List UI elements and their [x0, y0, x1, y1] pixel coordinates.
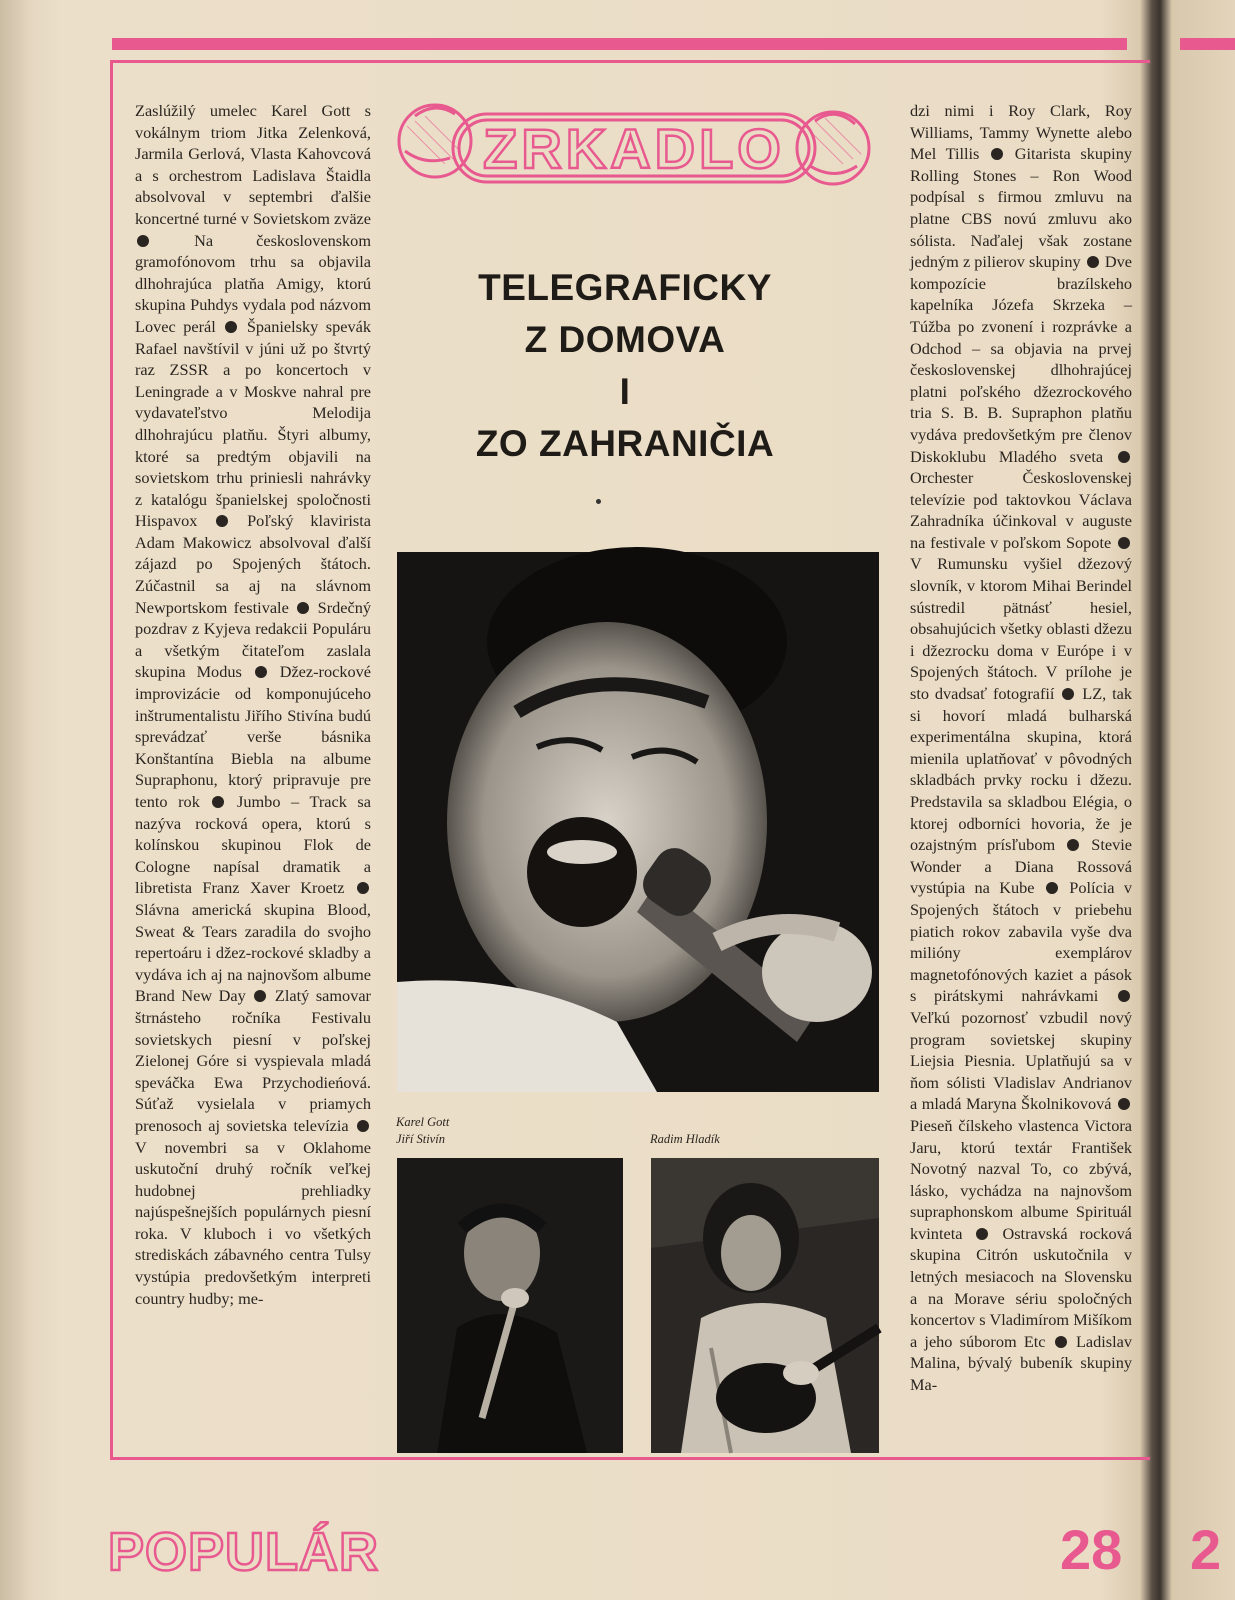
top-accent-bar-next-page — [1180, 38, 1235, 50]
logo-text: ZRKADLO — [483, 117, 785, 180]
bullet-icon — [1118, 537, 1130, 549]
headline-line-3: I — [619, 371, 631, 412]
news-item: Na československom gramofónovom trhu sa objavila dlhohrajúca platňa Amigy, ktorú skupina Puhdys vydala pod názvom Lovec perál — [135, 230, 371, 336]
news-item: V novembri sa v Oklahome uskutoční druhý ročník veľkej hudobnej prehliadky najúspešnejších populárnych piesní roka. V kluboch i vo všetkých strediskách zábavného centra Tulsy vystúpia predovšetkým interpreti country hudby; me- — [135, 1137, 371, 1308]
bullet-icon — [216, 515, 228, 527]
caption-left — [396, 1114, 449, 1148]
news-item: Poľský klavirista Adam Makowicz absolvoval ďalší zájazd po Spojených štátoch. Zúčastnil sa aj na slávnom Newportskom festivale — [135, 511, 371, 617]
zrkadlo-logo — [395, 96, 873, 196]
right-column — [910, 100, 1132, 1396]
news-item: Veľkú pozornosť vzbudil nový program sovietskej skupiny Liejsia Piesnia. Uplatňujú sa v ňom sólisti Vladislav Andrianov a mladá Maryna Školnikovová — [910, 1007, 1132, 1114]
ornament-dot — [596, 499, 601, 504]
news-item: Slávna americká skupina Blood, Sweat & Tears zaradila do svojho repertoáru i džez-rockové skladby a vydáva ich aj na najnovšom albume Brand New Day — [135, 899, 371, 1006]
next-page-number: 2 — [1190, 1518, 1222, 1581]
news-item: Zaslúžilý umelec Karel Gott s vokálnym triom Jitka Zelenková, Jarmila Gerlová, Vlasta Kahovcová a s orchestrom Ladislava Štaidla absolvoval v septembri ďalšie koncertné turné v Sovietskom zväze — [135, 101, 371, 228]
news-item: Ostravská rocková skupina Citrón uskutočnila v letných mesiacoch na Slovensku a na Morave sériu spoločných koncertov s Vladimírom Mišíkom a jeho súborom Etc — [910, 1223, 1132, 1351]
news-item: Srdečný pozdrav z Kyjeva redakcii Populáru a všetkým čitateľom zaslala skupina Modus — [135, 597, 372, 682]
news-item: Džez-rockové improvizácie od komponujúceho inštrumentalistu Jiřího Stivína budú sprevádzať verše básnika Konštantína Biebla na albume Supraphonu, ktorý pripravuje pre tento rok — [135, 662, 371, 811]
bullet-icon — [225, 321, 237, 333]
bullet-icon — [1062, 688, 1074, 700]
bullet-icon — [297, 602, 309, 614]
news-item: Španielsky spevák Rafael navštívil v júni už po štvrtý raz ZSSR a po koncertoch v Leningrade a v Moskve nahral pre vydavateľstvo Melodija dlhohrajúcu platňu. Štyri albumy, ktoré sa predtým objavili na sovietskom trhu priniesli nahrávky z katalógu španielskej spoločnosti Hispavox — [135, 316, 371, 531]
photo-karel-gott — [397, 552, 879, 1092]
bullet-icon — [357, 882, 369, 894]
left-column — [135, 100, 371, 1309]
caption-karel-gott: Karel Gott — [396, 1115, 450, 1129]
news-item: Dve kompozície brazílskeho kapelníka Józefa Skrzeka – Túžba po zvonení i rozprávke a Odchod – sa objavia na prvej československej dlhohrajúcej platni poľského džezrockového tria S. B. B. Supraphon platňu vydáva predovšetkým pre členov Diskoklubu Mladého sveta — [910, 252, 1132, 466]
headline-line-2: Z DOMOVA — [524, 319, 726, 360]
news-item: dzi nimi i Roy Clark, Roy Williams, Tammy Wynette alebo Mel Tillis — [910, 101, 1132, 164]
headline — [420, 262, 830, 470]
popular-brand-logo — [106, 1512, 380, 1582]
page-number: 28 — [1060, 1518, 1123, 1581]
bullet-icon — [1118, 1098, 1130, 1110]
photo-radim-hladik — [651, 1158, 879, 1453]
bullet-icon — [991, 148, 1003, 160]
brand-text: POPULÁR — [108, 1522, 380, 1582]
news-item: Ladislav Malina, bývalý bubeník skupiny Ma- — [910, 1331, 1132, 1395]
news-item: Jumbo – Track sa nazýva rocková opera, ktorú s kolínskou skupinou Flok de Cologne napísal dramatik a libretista Franz Xaver Kroetz — [135, 792, 371, 898]
bullet-icon — [255, 666, 267, 678]
headline-line-4: ZO ZAHRANIČIA — [475, 423, 775, 464]
headline-line-1: TELEGRAFICKY — [478, 267, 772, 308]
bullet-icon — [976, 1228, 988, 1240]
show-through-text — [462, 212, 782, 256]
caption-jiri-stivin: Jiří Stivín — [396, 1132, 445, 1146]
top-accent-bar — [112, 38, 1127, 50]
bullet-icon — [1067, 839, 1079, 851]
bullet-icon — [357, 1120, 369, 1132]
bullet-icon — [212, 796, 224, 808]
news-item: Pieseň čílskeho vlastenca Victora Jaru, ktorú textár František Novotný nazval To, co zbývá, lásko, vychádza na najnovšom supraphonskom albume Spirituál kvinteta — [910, 1115, 1132, 1243]
bullet-icon — [254, 990, 266, 1002]
bullet-icon — [137, 235, 149, 247]
photo-jiri-stivin — [397, 1158, 623, 1453]
news-item: V Rumunsku vyšiel džezový slovník, v ktorom Mihai Berindel sústredil pätnásť hesiel, obsahujúcich všetky oblasti džezu i džezrocku doma v Európe i v Spojených štátoch. V prílohe je sto dvadsať fotografií — [910, 554, 1132, 704]
bullet-icon — [1046, 882, 1058, 894]
bullet-icon — [1118, 451, 1130, 463]
bullet-icon — [1118, 990, 1130, 1002]
news-item: Zlatý samovar štrnásteho ročníka Festivalu sovietskych piesní v poľskej Zielonej Góre si vyspievala mladá speváčka Ewa Przychodieńová. Súťaž vysielala v priamych prenosoch aj sovietska televízia — [135, 986, 371, 1135]
news-item: Stevie Wonder a Diana Rossová vystúpia na Kube — [910, 835, 1132, 898]
news-item: Polícia v Spojených štátoch v priebehu piatich rokov zabavila vyše dva milióny exemplárov magnetofónových kaziet a pások s pirátskymi nahrávkami — [910, 878, 1133, 1006]
bullet-icon — [1087, 256, 1099, 268]
news-item: LZ, tak si hovorí mladá bulharská experimentálna skupina, ktorá mienila uplatňovať v pôvodných skladbách prvky rocku i džezu. Predstavila sa skladbou Elégia, o ktorej odborníci hovoria, že je ozajstným prísľubom — [910, 684, 1133, 855]
caption-radim-hladik: Radim Hladík — [650, 1132, 720, 1146]
news-item: Gitarista skupiny Rolling Stones – Ron Wood podpísal s firmou zmluvu na platne CBS novú zmluvu ako sólista. Naďalej však zostane jedným z pilierov skupiny — [910, 144, 1132, 272]
news-item: Orchester Československej televízie pod taktovkou Václava Zahradníka účinkoval v auguste na festivale v poľskom Sopote — [910, 468, 1132, 552]
bullet-icon — [1055, 1336, 1067, 1348]
